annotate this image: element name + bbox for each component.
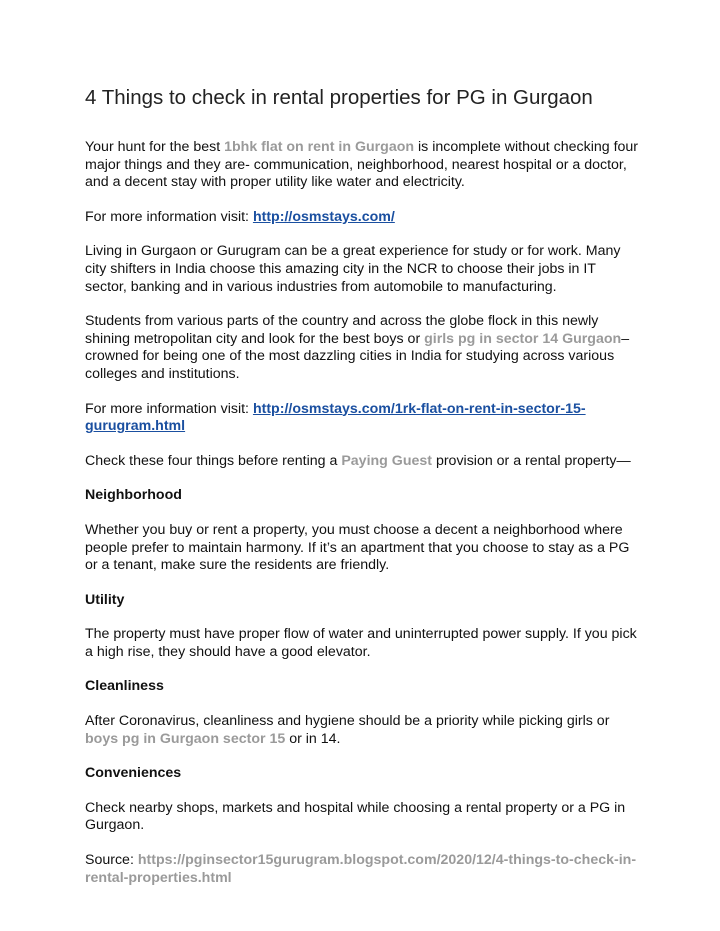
- conveniences-paragraph: Check nearby shops, markets and hospital while choosing a rental property or a PG in Gurgaon.: [85, 799, 626, 834]
- keyword-1bhk-flat: 1bhk flat on rent in Gurgaon: [224, 139, 415, 155]
- keyword-girls-pg: girls pg in sector 14 Gurgaon: [424, 330, 622, 347]
- osmstays-home-link[interactable]: http://osmstays.com/: [252, 208, 395, 225]
- cleanliness-text-before: After Coronavirus, cleanliness and hygiene should be a priority while picking girls or: [85, 713, 610, 730]
- gurgaon-paragraph: Living in Gurgaon or Gurugram can be a great experience for study or for work. Many city shifters in India choose this amazing city in the NCR to choose their jobs in IT sector, banking and in various industries from automobile to manufacturing.: [85, 243, 621, 295]
- cleanliness-text-after: or in 14.: [285, 730, 341, 747]
- heading-utility: Utility: [85, 591, 125, 608]
- keyword-boys-pg: boys pg in Gurgaon sector 15: [85, 730, 286, 747]
- students-text-before: Students from various parts of the country and across the globe flock in this newly shining metropolitan city and look for the best boys or: [85, 313, 599, 347]
- info-paragraph-2: [85, 401, 640, 436]
- students-text-after: – crowned for being one of the most dazzling cities in India for studying across various colleges and institutions.: [85, 330, 630, 382]
- intro-paragraph: [85, 139, 640, 192]
- page-title: 4 Things to check in rental properties for PG in Gurgaon: [85, 86, 593, 109]
- intro-text-before: Your hunt for the best: [85, 139, 225, 155]
- source-url[interactable]: https://pginsector15gurugram.blogspot.com/2020/12/4-things-to-check-in-rental-properties.html: [85, 852, 637, 886]
- heading-cleanliness: Cleanliness: [85, 678, 164, 695]
- check-paragraph: [85, 453, 640, 471]
- info-label-1: For more information visit:: [85, 208, 253, 225]
- check-text-before: Check these four things before renting a: [85, 452, 342, 469]
- source-paragraph: [85, 852, 640, 887]
- keyword-paying-guest: Paying Guest: [341, 452, 432, 469]
- source-label: Source:: [85, 852, 138, 869]
- info-label-2: For more information visit:: [85, 400, 253, 417]
- neighborhood-paragraph: Whether you buy or rent a property, you must choose a decent a neighborhood where people prefer to maintain harmony. If it’s an apartment that you choose to stay as a PG or a tenant, make sure the residents are friendly.: [85, 521, 630, 574]
- students-paragraph: [85, 313, 640, 383]
- utility-paragraph: The property must have proper flow of water and uninterrupted power supply. If you pick a high rise, they should have a good elevator.: [85, 626, 637, 660]
- cleanliness-paragraph: [85, 713, 640, 748]
- osmstays-1rk-flat-link[interactable]: http://osmstays.com/1rk-flat-on-rent-in-sector-15-gurugram.html: [85, 400, 586, 435]
- heading-neighborhood: Neighborhood: [85, 487, 182, 504]
- check-text-after: provision or a rental property—: [432, 452, 631, 469]
- intro-text-after: is incomplete without checking four major things and they are- communication, neighborhood, nearest hospital or a doctor, and a decent stay with proper utility like water and electricity.: [85, 139, 639, 191]
- heading-conveniences: Conveniences: [85, 765, 182, 782]
- info-paragraph-1: [85, 209, 640, 227]
